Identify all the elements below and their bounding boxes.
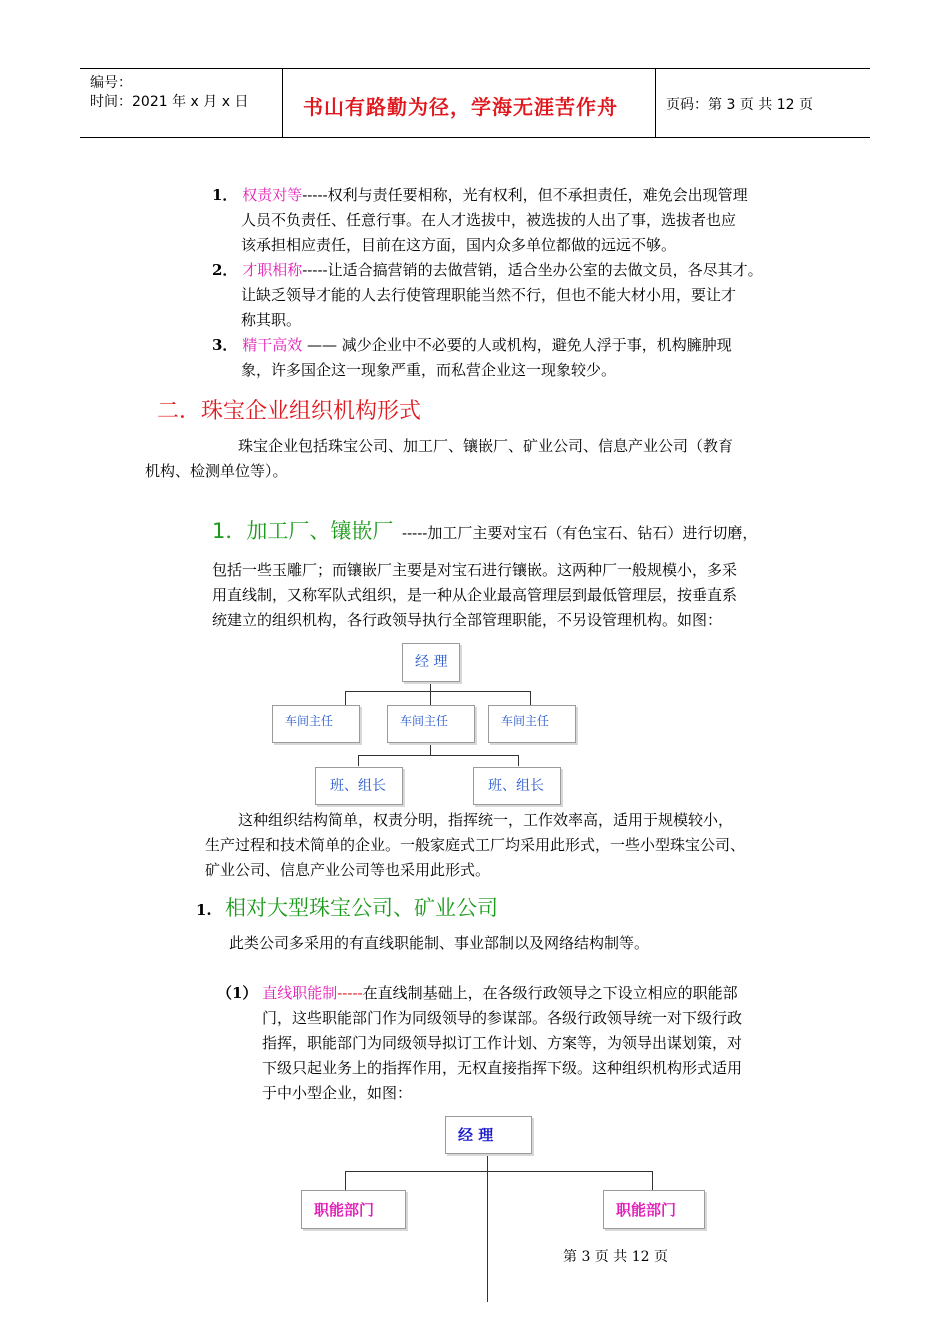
chart1-team-box [473, 767, 561, 805]
subsection-1-after-1: 这种组织结构简单，权责分明，指挥统一，工作效率高，适用于规模较小， [238, 811, 734, 829]
page-footer: 第 3 页 共 12 页 [563, 1249, 668, 1265]
chart1-workshop-box [387, 705, 475, 743]
principle-2-text: -----让适合搞营销的去做营销，适合坐办公室的去做文员，各尽其才。 [302, 261, 763, 279]
chart2-manager-label: 经 理 [458, 1126, 494, 1144]
item-1-term: 直线职能制 [262, 984, 338, 1002]
chart1-workshop-label: 车间主任 [400, 714, 449, 728]
principle-2-line-1 [212, 258, 763, 283]
section-2-intro-2: 机构、检测单位等）。 [145, 462, 288, 480]
principle-1-line-2: 人员不负责任、任意行事。在人才选拔中，被选拔的人出了事，选拔者也应 [241, 211, 737, 229]
chart1-connector [430, 742, 431, 755]
chart1-manager-label: 经 理 [415, 654, 448, 670]
item-1-number: （1） [217, 984, 258, 1002]
item-1-text: 在直线制基础上，在各级行政领导之下设立相应的职能部 [362, 984, 738, 1002]
item-1-line-5: 于中小型企业，如图： [262, 1084, 413, 1102]
chart1-connector [358, 755, 518, 756]
principle-3-line-1 [212, 333, 732, 358]
principle-3-line-2: 象，许多国企这一现象严重，而私营企业这一现象较少。 [241, 361, 617, 379]
chart1-workshop-box [272, 705, 360, 743]
principle-1-text: -----权利与责任要相称，光有权利，但不承担责任，难免会出现管理 [302, 186, 748, 204]
chart1-connector [518, 755, 519, 766]
chart2-dept-box [603, 1190, 705, 1229]
subsection-1-line-4: 统建立的组织机构，各行政领导执行全部管理职能，不另设管理机构。如图： [212, 611, 723, 629]
chart2-connector [345, 1171, 652, 1172]
principle-2-line-2: 让缺乏领导才能的人去行使管理职能当然不行，但也不能大材小用，要让才 [241, 286, 737, 304]
chart1-connector [430, 681, 431, 705]
subsection-2-intro: 此类公司多采用的有直线职能制、事业部制以及网络结构制等。 [229, 934, 650, 952]
subsection-1-after-3: 矿业公司、信息产业公司等也采用此形式。 [205, 861, 491, 879]
chart1-manager-box [402, 643, 460, 682]
time-label: 时间：2021 年 x 月 x 日 [90, 94, 249, 110]
chart1-connector [345, 691, 530, 692]
chart1-team-box [315, 767, 403, 805]
chart1-workshop-label: 车间主任 [501, 714, 550, 728]
chart2-dept-label: 职能部门 [616, 1201, 677, 1219]
principle-3-number: 3． [212, 336, 238, 354]
subsection-1-line-3: 用直线制，又称军队式组织，是一种从企业最高管理层到最低管理层，按垂直系 [212, 586, 738, 604]
principle-1-line-1 [212, 183, 748, 208]
header-motto-cell [283, 69, 656, 137]
subsection-1-line-2: 包括一些玉雕厂；而镶嵌厂主要是对宝石进行镶嵌。这两种厂一般规模小，多采 [212, 561, 738, 579]
subsection-2-number: 1. [196, 901, 212, 919]
subsection-1-after-2: 生产过程和技术简单的企业。一般家庭式工厂均采用此形式，一些小型珠宝公司、 [205, 836, 746, 854]
section-2-intro-1: 珠宝企业包括珠宝公司、加工厂、镶嵌厂、矿业公司、信息产业公司（教育 [238, 437, 734, 455]
item-1-line-1 [217, 981, 738, 1006]
chart1-team-label: 班、组长 [488, 778, 544, 794]
page-info: 页码：第 3 页 共 12 页 [666, 97, 813, 113]
subsection-1-line-1: -----加工厂主要对宝石（有色宝石、钻石）进行切磨， [402, 524, 758, 542]
chart1-connector [530, 691, 531, 705]
chart2-connector [345, 1171, 346, 1190]
principle-3-term: 精干高效 [242, 336, 303, 354]
principle-2-number: 2． [212, 261, 238, 279]
chart1-connector [345, 691, 346, 705]
section-2-title: 二．珠宝企业组织机构形式 [157, 399, 422, 424]
item-1-line-2: 门，这些职能部门作为同级领导的参谋部。各级行政领导统一对下级行政 [262, 1009, 743, 1027]
principle-1-term: 权责对等 [242, 186, 303, 204]
chart2-dept-label: 职能部门 [314, 1201, 375, 1219]
subsection-1-title: 1．加工厂、镶嵌厂 [212, 519, 394, 543]
chart2-connector [487, 1152, 488, 1302]
header-meta [80, 69, 283, 137]
page-header [80, 68, 870, 138]
principle-2-line-3: 称其职。 [241, 311, 302, 329]
chart1-connector [358, 755, 359, 766]
chart2-connector [652, 1171, 653, 1190]
motto: 书山有路勤为径，学海无涯苦作舟 [303, 95, 618, 119]
chart1-workshop-label: 车间主任 [285, 714, 334, 728]
chart1-workshop-box [488, 705, 576, 743]
item-1-line-4: 下级只起业务上的指挥作用，无权直接指挥下级。这种组织机构形式适用 [262, 1059, 743, 1077]
chart1-team-label: 班、组长 [330, 778, 386, 794]
code-label: 编号： [90, 75, 132, 91]
chart2-manager-box [445, 1116, 532, 1154]
principle-1-line-3: 该承担相应责任，目前在这方面，国内众多单位都做的远远不够。 [241, 236, 677, 254]
principle-3-text: —— 减少企业中不必要的人或机构，避免人浮于事，机构臃肿现 [302, 336, 732, 354]
item-1-dash: ----- [337, 984, 363, 1002]
item-1-line-3: 指挥，职能部门为同级领导拟订工作计划、方案等，为领导出谋划策，对 [262, 1034, 743, 1052]
subsection-2-title: 相对大型珠宝公司、矿业公司 [225, 896, 498, 920]
principle-2-term: 才职相称 [242, 261, 303, 279]
principle-1-number: 1． [212, 186, 238, 204]
chart2-dept-box [301, 1190, 406, 1229]
